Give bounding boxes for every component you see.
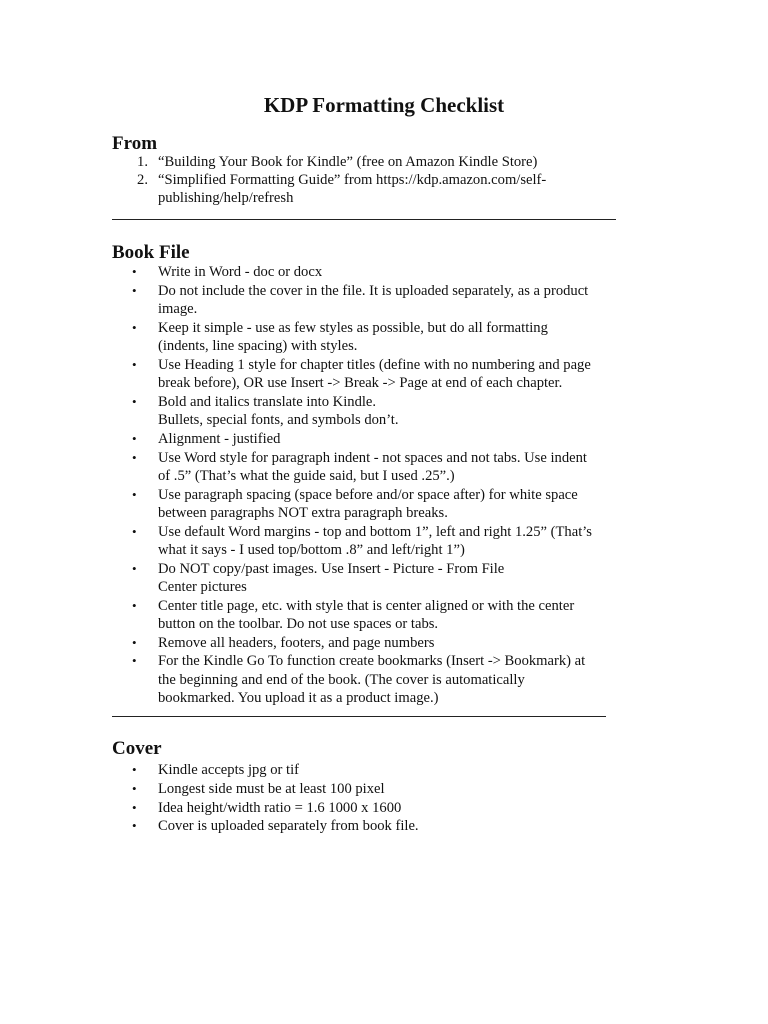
list-item-text: Keep it simple - use as few styles as possible, but do all formatting (indents, line spacing) with styles. bbox=[158, 319, 548, 354]
bullet-icon: • bbox=[132, 319, 137, 335]
list-item bbox=[112, 817, 672, 835]
section-heading-book-file: Book File bbox=[112, 242, 190, 263]
bullet-icon: • bbox=[132, 653, 137, 669]
list-item bbox=[112, 449, 672, 485]
list-item bbox=[112, 153, 632, 171]
list-item-text: Longest side must be at least 100 pixel bbox=[158, 780, 385, 797]
bullet-icon: • bbox=[132, 393, 137, 409]
list-item-text: Kindle accepts jpg or tif bbox=[158, 762, 300, 778]
bullet-icon: • bbox=[132, 264, 137, 279]
list-item-text: Use paragraph spacing (space before and/or space after) for white space between paragraphs NOT extra paragraph breaks. bbox=[158, 486, 578, 521]
section-heading-from: From bbox=[112, 133, 158, 154]
list-item bbox=[112, 356, 672, 392]
list-item-text: Center title page, etc. with style that is center aligned or with the center button on the toolbar. Do not use spaces or tabs. bbox=[158, 597, 575, 632]
bullet-icon: • bbox=[132, 449, 137, 465]
bullet-icon: • bbox=[132, 799, 137, 815]
section-heading-cover: Cover bbox=[112, 738, 162, 759]
list-item-text: Use Heading 1 style for chapter titles (define with no numbering and page break before), OR use Insert -> Break -> Page at end of each chapter. bbox=[158, 356, 591, 391]
list-item-text: Cover is uploaded separately from book file. bbox=[158, 818, 419, 835]
list-item bbox=[112, 780, 672, 798]
list-item bbox=[112, 523, 672, 559]
section-divider bbox=[112, 716, 606, 717]
book-file-checklist bbox=[112, 263, 672, 708]
list-item bbox=[112, 560, 672, 596]
list-item bbox=[112, 634, 672, 652]
list-item-text: Idea height/width ratio = 1.6 1000 x 1600 bbox=[158, 799, 402, 816]
list-item-text: Remove all headers, footers, and page numbers bbox=[158, 634, 435, 651]
list-item-text: Bold and italics translate into Kindle. Bullets, special fonts, and symbols don’t. bbox=[158, 393, 399, 428]
bullet-icon: • bbox=[132, 560, 137, 576]
list-item bbox=[112, 652, 672, 707]
list-item-text: Do NOT copy/past images. Use Insert - Picture - From File Center pictures bbox=[158, 560, 505, 595]
list-item bbox=[112, 430, 672, 448]
list-item-text: “Building Your Book for Kindle” (free on Amazon Kindle Store) bbox=[158, 154, 538, 170]
bullet-icon: • bbox=[132, 634, 137, 650]
list-item bbox=[112, 799, 672, 817]
list-item bbox=[112, 486, 672, 522]
cover-checklist bbox=[112, 761, 672, 836]
list-item-text: Use default Word margins - top and bottom 1”, left and right 1.25” (That’s what it says - I used top/bottom .8” and left/right 1”) bbox=[158, 523, 592, 558]
list-item-text: For the Kindle Go To function create bookmarks (Insert -> Bookmark) at the beginning and end of the book. (The cover is automatically bookmarked. You upload it as a product image.) bbox=[158, 653, 586, 706]
list-item bbox=[112, 761, 672, 779]
bullet-icon: • bbox=[132, 356, 137, 372]
list-item-text: Alignment - justified bbox=[158, 430, 281, 447]
bullet-icon: • bbox=[132, 486, 137, 502]
list-item-text: Do not include the cover in the file. It is uploaded separately, as a product image. bbox=[158, 282, 589, 317]
list-item bbox=[112, 282, 672, 318]
list-item-text: Write in Word - doc or docx bbox=[158, 264, 323, 280]
from-source-list bbox=[112, 153, 632, 208]
bullet-icon: • bbox=[132, 430, 137, 446]
list-item bbox=[112, 319, 672, 355]
document-title: KDP Formatting Checklist bbox=[263, 93, 505, 117]
bullet-icon: • bbox=[132, 818, 137, 834]
list-item-text: “Simplified Formatting Guide” from https://kdp.amazon.com/self- publishing/help/refresh bbox=[158, 172, 547, 207]
bullet-icon: • bbox=[132, 282, 137, 298]
list-item bbox=[112, 597, 672, 633]
list-item-text: Use Word style for paragraph indent - not spaces and not tabs. Use indent of .5” (That’s what the guide said, but I used .25”.) bbox=[158, 449, 587, 484]
bullet-icon: • bbox=[132, 597, 137, 613]
list-number: 2. bbox=[137, 172, 148, 189]
list-number: 1. bbox=[137, 154, 148, 170]
bullet-icon: • bbox=[132, 780, 137, 796]
bullet-icon: • bbox=[132, 523, 137, 539]
list-item bbox=[112, 171, 632, 207]
section-divider bbox=[112, 219, 616, 220]
bullet-icon: • bbox=[132, 762, 137, 777]
list-item bbox=[112, 393, 672, 429]
list-item bbox=[112, 263, 672, 281]
